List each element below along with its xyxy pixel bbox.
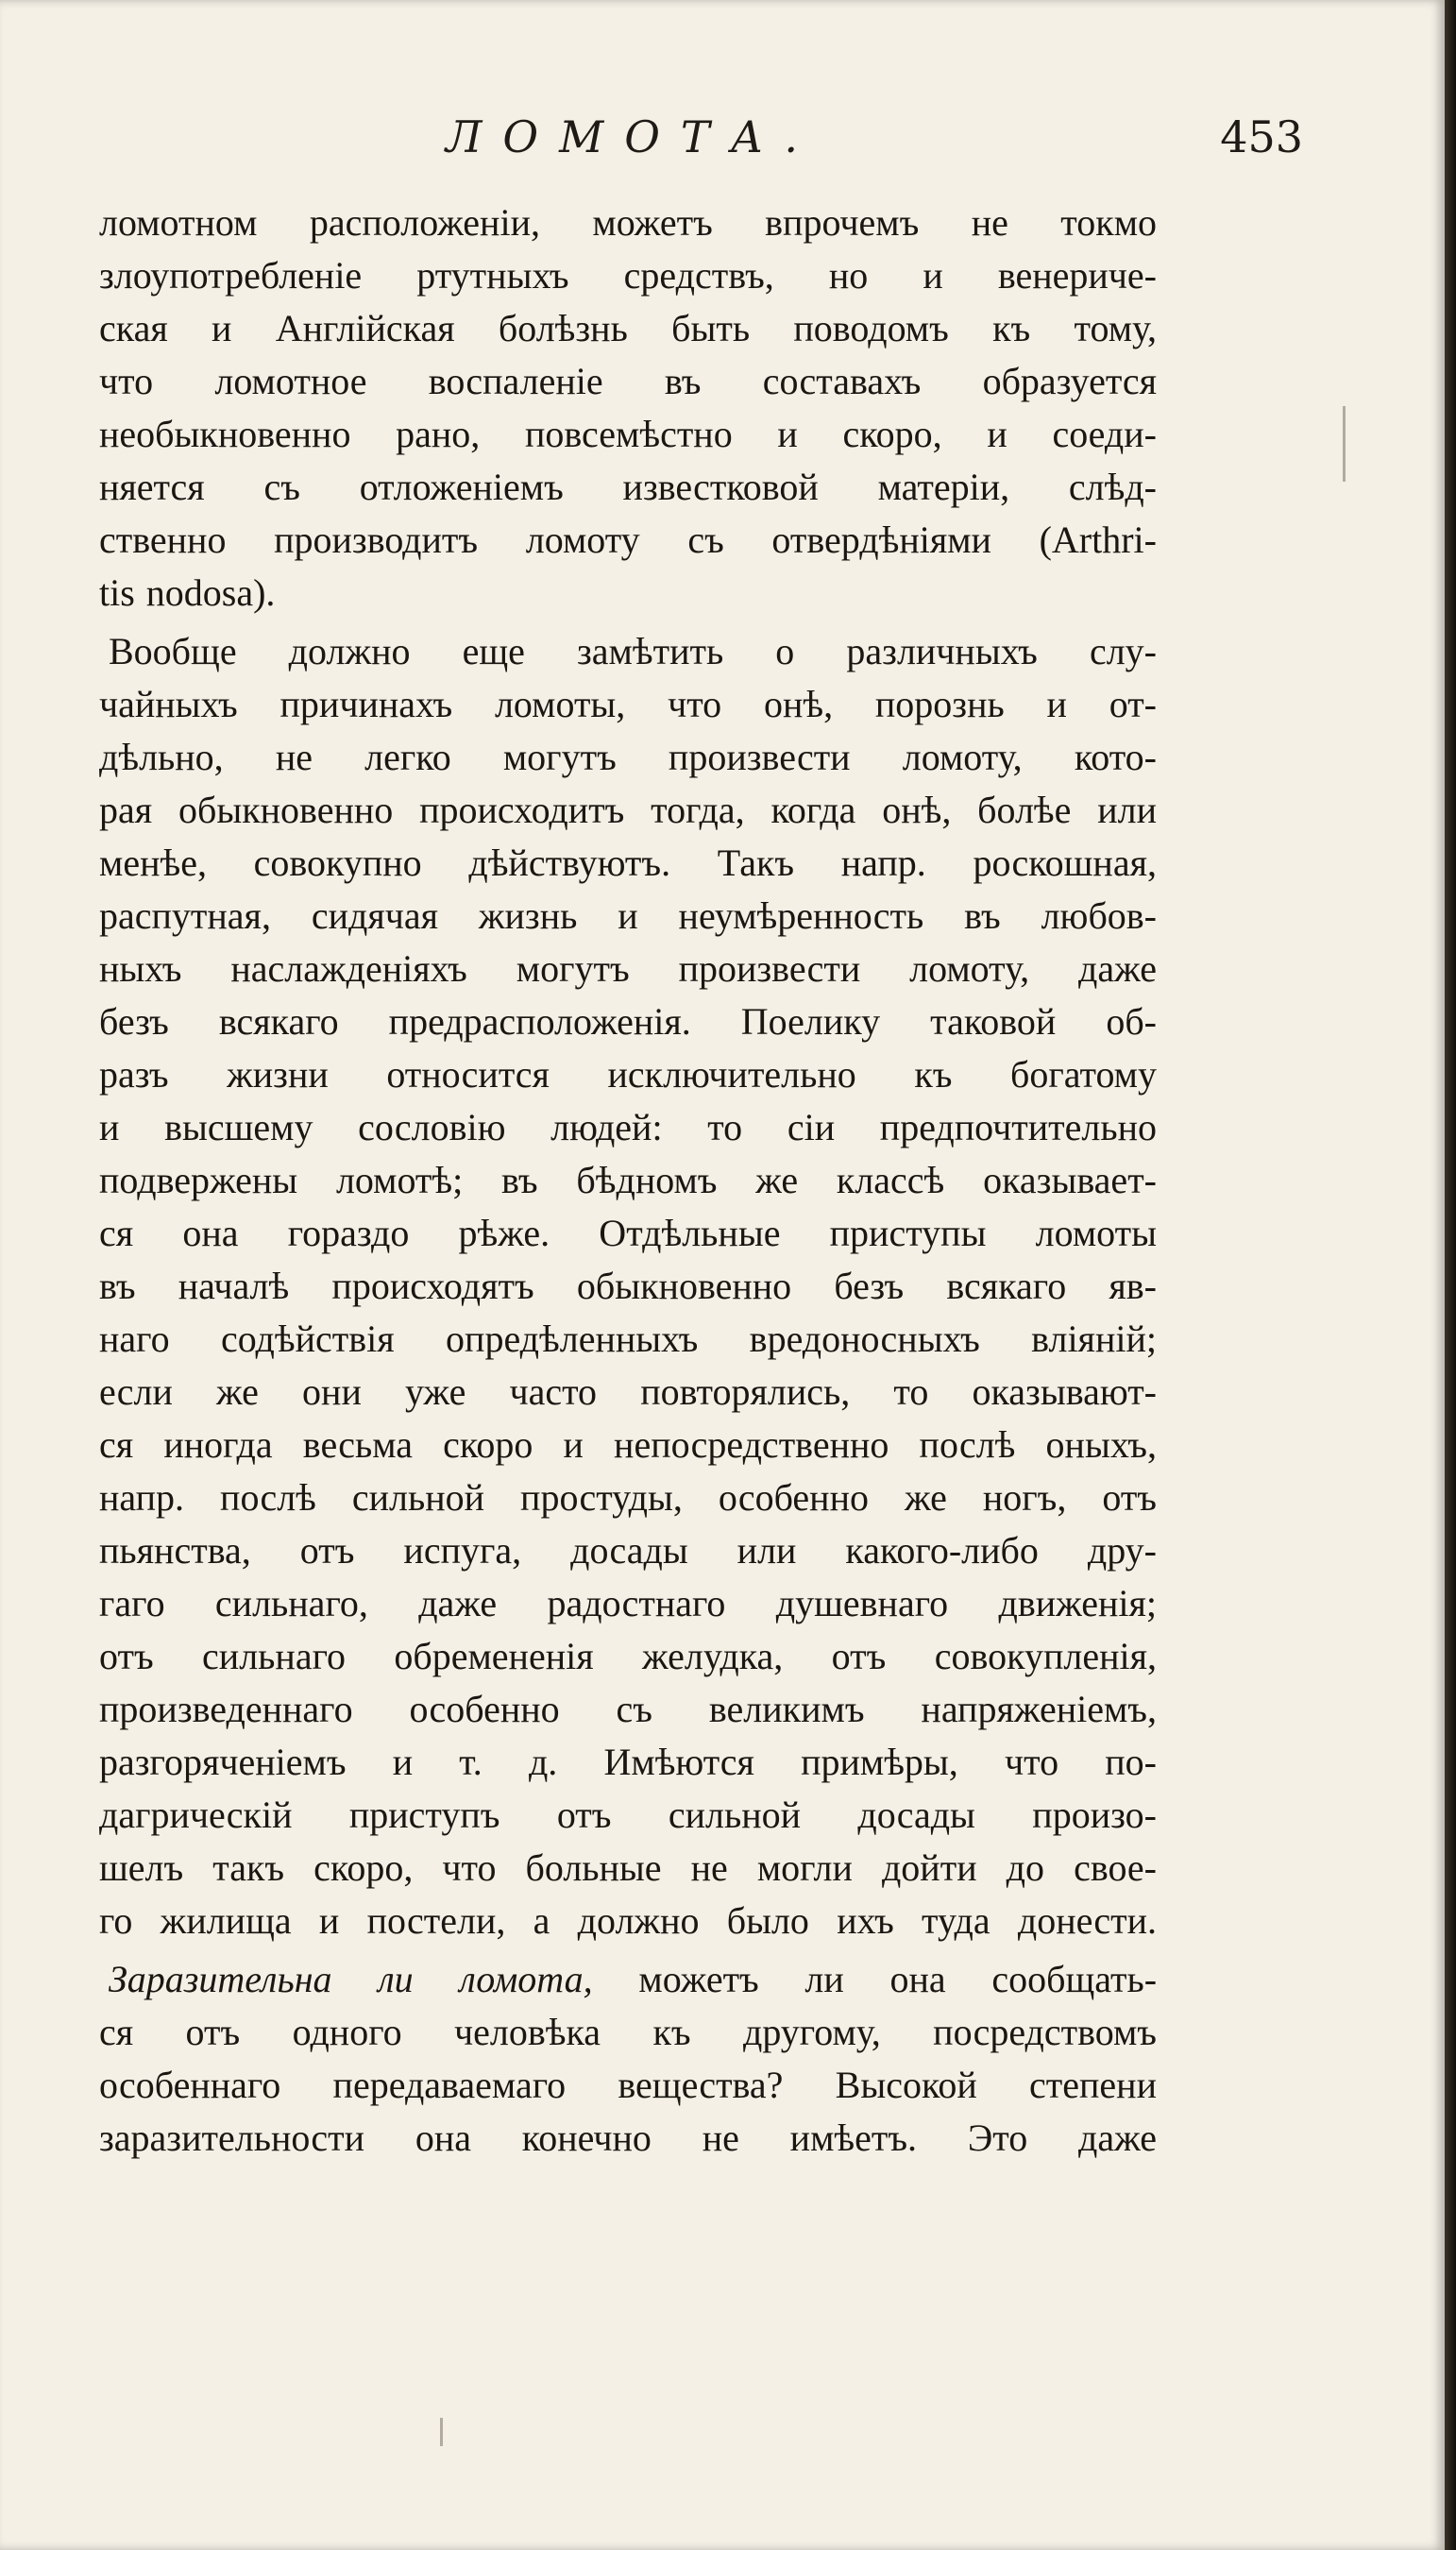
text-line: ственно производитъ ломоту съ отвердѣніями (Arthri- xyxy=(99,518,1157,561)
text-line: отъ сильнаго обремененія желудка, отъ совокупленія, xyxy=(99,1635,1157,1677)
text-line: ломотном расположеніи, можетъ впрочемъ не токмо xyxy=(99,201,1157,244)
text-line: дагрическій приступъ отъ сильной досады произо- xyxy=(99,1794,1157,1836)
scan-mark xyxy=(440,2418,443,2446)
text-line: разгоряченіемъ и т. д. Имѣются примѣры, что по- xyxy=(99,1741,1157,1783)
text-line: что ломотное воспаленіе въ составахъ образуется xyxy=(99,360,1157,402)
text-line: ныхъ наслажденіяхъ могутъ произвести ломоту, даже xyxy=(99,947,1157,990)
running-title: ЛОМОТА. xyxy=(446,111,820,162)
italic-emphasis: Заразительна ли ломота, xyxy=(109,1958,593,2000)
text-line: Вообще должно еще замѣтить о различныхъ слу- xyxy=(109,630,1157,672)
text-line: ся она гораздо рѣже. Отдѣльные приступы ломоты xyxy=(99,1212,1157,1254)
text-line: въ началѣ происходятъ обыкновенно безъ всякаго яв- xyxy=(99,1265,1157,1307)
text-line: рая обыкновенно происходитъ тогда, когда онѣ, болѣе или xyxy=(99,789,1157,831)
text-line: подвержены ломотѣ; въ бѣдномъ же классѣ оказывает- xyxy=(99,1159,1157,1201)
text-line: ся иногда весьма скоро и непосредственно послѣ оныхъ, xyxy=(99,1423,1157,1466)
text-line: распутная, сидячая жизнь и неумѣренность въ любов- xyxy=(99,894,1157,937)
text-line: безъ всякаго предрасположенія. Поелику таковой об- xyxy=(99,1000,1157,1043)
text-line xyxy=(99,1953,1157,2006)
book-spine-edge xyxy=(1445,0,1456,2550)
text-line: го жилища и постели, а должно было ихъ туда донести. xyxy=(99,1899,1157,1942)
text-line: злоупотребленіе ртутныхъ средствъ, но и венериче- xyxy=(99,254,1157,297)
text-line: разъ жизни относится исключительно къ богатому xyxy=(99,1053,1157,1096)
text-line: необыкновенно рано, повсемѣстно и скоро, и соеди- xyxy=(99,413,1157,455)
text-line: особеннаго передаваемаго вещества? Высокой степени xyxy=(99,2064,1157,2106)
text-line: няется съ отложеніемъ известковой матеріи, слѣд- xyxy=(99,466,1157,508)
body-text xyxy=(99,196,1157,2165)
text-line: если же они уже часто повторялись, то оказывают- xyxy=(99,1370,1157,1413)
page-number: 453 xyxy=(1220,111,1303,162)
text-line: дѣльно, не легко могутъ произвести ломоту, кото- xyxy=(99,736,1157,778)
text-line: чайныхъ причинахъ ломоты, что онѣ, порознь и от- xyxy=(99,683,1157,725)
text-line: гаго сильнаго, даже радостнаго душевнаго движенія; xyxy=(99,1582,1157,1624)
text-run: можетъ ли она сообщать- xyxy=(638,1958,1158,2000)
scan-mark xyxy=(1343,406,1346,482)
text-line: произведеннаго особенно съ великимъ напряженіемъ, xyxy=(99,1688,1157,1730)
text-line: менѣе, совокупно дѣйствуютъ. Такъ напр. роскошная, xyxy=(99,842,1157,884)
text-line: пьянства, отъ испуга, досады или какого-либо дру- xyxy=(99,1529,1157,1572)
text-line: ся отъ одного человѣка къ другому, посредствомъ xyxy=(99,2011,1157,2053)
text-line: напр. послѣ сильной простуды, особенно же ногъ, отъ xyxy=(99,1476,1157,1519)
text-line: наго содѣйствія опредѣленныхъ вредоносныхъ вліяній; xyxy=(99,1318,1157,1360)
text-line: ская и Англійская болѣзнь быть поводомъ къ тому, xyxy=(99,307,1157,349)
text-line: заразительности она конечно не имѣетъ. Это даже xyxy=(99,2116,1157,2159)
page-header xyxy=(0,111,1445,187)
text-line: шелъ такъ скоро, что больные не могли дойти до свое- xyxy=(99,1846,1157,1889)
text-line: и высшему сословію людей: то сіи предпочтительно xyxy=(99,1106,1157,1148)
text-line: tis nodosa). xyxy=(99,571,276,614)
